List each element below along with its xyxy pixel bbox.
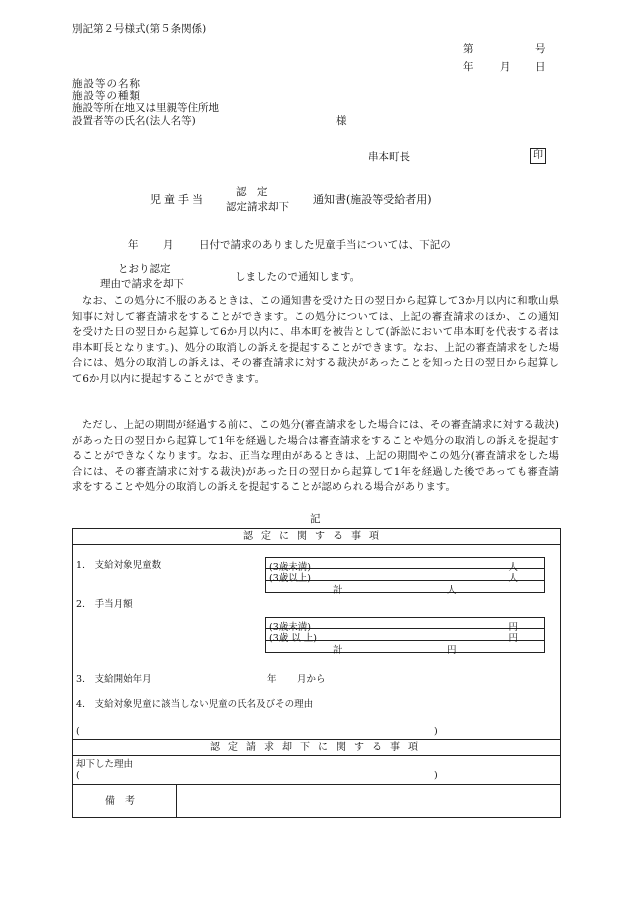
remarks-column-divider bbox=[176, 784, 177, 818]
item3-year: 年 bbox=[267, 674, 277, 685]
body-paragraph-2: ただし、上記の期間が経過する前に、この処分(審査請求をした場合には、その審査請求に対する裁決)があった日の翌日から起算して1年を経過した場合は審査請求をすることや処分の取消しの訴えを提起することができなくなります。なお、正当な理由があるときは、上記の期間やこの処分(審査請求をした場合には、その審査請求に対する裁決)があった日の翌日から起算して1年を経過した後であっても審査請求をすることや処分の取消しの訴えを提起することが認められる場合があります。 bbox=[72, 419, 559, 493]
facility-address-label: 施設等所在地又は里親等住所地 bbox=[72, 102, 219, 114]
body-paragraph-1: なお、この処分に不服のあるときは、この通知書を受けた日の翌日から起算して3か月以内に和歌山県知事に対して審査請求をすることができます。この処分については、上記の審査請求のほか、この通知を受けた日の翌日から起算して6か月以内に、串本町を被告として(訴訟において串本町を代表する者は串本町長となります。)、処分の取消しの訴えを提起することができます。なお、上記の審査請求をした場合には、処分の取消しの訴えは、その審査請求に対する裁決があったことを知った日の翌日から起算して6か月以内に提起することができます。 bbox=[72, 295, 559, 385]
children-count-row-under3 bbox=[265, 557, 545, 573]
children-count-table bbox=[265, 557, 545, 596]
facility-name-label: 施設等の名称 bbox=[72, 78, 141, 90]
item4-paren-close: ) bbox=[434, 726, 438, 737]
section1-header: 認定に関する事項 bbox=[243, 531, 387, 542]
section2-top-divider bbox=[72, 739, 561, 740]
item3-label: 3. 支給開始年月 bbox=[76, 674, 152, 685]
children-count-row-total bbox=[265, 581, 545, 596]
ki-heading: 記 bbox=[310, 513, 321, 525]
row-label: (3歳以上) bbox=[269, 573, 311, 584]
title-left: 児童手当 bbox=[150, 193, 206, 206]
date-year: 年 bbox=[463, 61, 474, 73]
mayor-name: 串本町長 bbox=[368, 151, 410, 163]
row-unit: 円 bbox=[508, 622, 518, 633]
total-unit: 人 bbox=[447, 585, 457, 596]
row-unit: 人 bbox=[508, 562, 518, 573]
section2-header: 認定請求却下に関する事項 bbox=[210, 742, 426, 753]
intro-line2: しましたので通知します。 bbox=[235, 271, 361, 283]
total-unit: 円 bbox=[447, 645, 457, 656]
row-unit: 円 bbox=[508, 633, 518, 644]
date-month: 月 bbox=[500, 61, 511, 73]
row-label: (3歳未満) bbox=[269, 562, 311, 573]
title-option-top: 認 定 bbox=[236, 186, 268, 198]
date-day: 日 bbox=[535, 61, 546, 73]
title-option-bottom: 認定請求却下 bbox=[226, 201, 289, 213]
children-count-row-over3 bbox=[265, 569, 545, 584]
reject-paren-open: ( bbox=[76, 770, 80, 781]
seal-mark: 印 bbox=[530, 148, 546, 164]
form-label: 別記第２号様式(第５条関係) bbox=[72, 23, 207, 35]
founder-name-label: 設置者等の氏名(法人名等) bbox=[72, 115, 196, 127]
reject-paren-close: ) bbox=[434, 770, 438, 781]
title-right: 通知書(施設等受給者用) bbox=[313, 193, 432, 206]
total-label: 計 bbox=[333, 645, 343, 656]
item4-paren-open: ( bbox=[76, 726, 80, 737]
monthly-amount-row-under3 bbox=[265, 617, 545, 633]
item3-month: 月から bbox=[297, 674, 326, 685]
honorific: 様 bbox=[336, 115, 347, 127]
row-unit: 人 bbox=[508, 573, 518, 584]
facility-type-label: 施設等の種類 bbox=[72, 90, 141, 102]
intro-month: 月 bbox=[163, 239, 174, 251]
total-label: 計 bbox=[333, 585, 343, 596]
monthly-amount-table bbox=[265, 617, 545, 656]
number-dai: 第 bbox=[463, 43, 474, 55]
intro-year: 年 bbox=[128, 239, 139, 251]
row-label: (3歳未満) bbox=[269, 622, 311, 633]
remarks-divider bbox=[72, 784, 561, 785]
intro-option-top: とおり認定 bbox=[118, 263, 171, 275]
reject-reason-label: 却下した理由 bbox=[76, 759, 134, 770]
row-label: (3歳 以 上) bbox=[269, 633, 317, 644]
intro-line1: 日付で請求のありました児童手当については、下記の bbox=[199, 239, 451, 251]
section2-bottom-divider bbox=[72, 755, 561, 756]
item4-label: 4. 支給対象児童に該当しない児童の氏名及びその理由 bbox=[76, 699, 314, 710]
item2-label: 2. 手当月額 bbox=[76, 599, 133, 610]
section1-divider bbox=[72, 544, 561, 545]
number-go: 号 bbox=[535, 43, 546, 55]
remarks-label: 備 考 bbox=[105, 796, 135, 807]
intro-option-bottom: 理由で請求を却下 bbox=[100, 278, 184, 290]
item1-label: 1. 支給対象児童数 bbox=[76, 560, 162, 571]
monthly-amount-row-over3 bbox=[265, 629, 545, 644]
monthly-amount-row-total bbox=[265, 641, 545, 656]
